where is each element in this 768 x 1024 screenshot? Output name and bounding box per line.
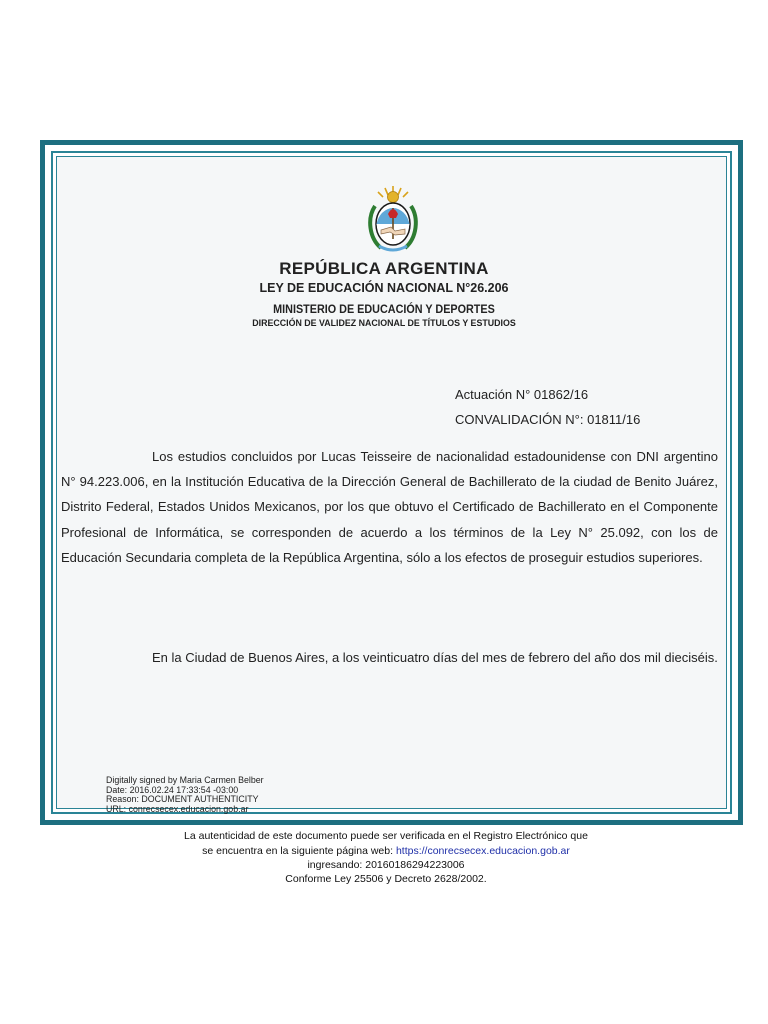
header-direction: DIRECCIÓN DE VALIDEZ NACIONAL DE TÍTULOS Y ESTUDIOS [252, 318, 516, 329]
convalidacion-number: CONVALIDACIÓN N°: 01811/16 [455, 412, 641, 427]
actuacion-number: Actuación N° 01862/16 [455, 387, 589, 402]
footer-line-2-text: se encuentra en la siguiente página web: [202, 845, 396, 857]
body-paragraph-1-text: Los estudios concluidos por Lucas Teisseire de nacionalidad estadounidense con DNI argentino N° 94.223.006, en la Institución Educativa de la Dirección General de Bachillerato de la ciudad de Benito Juárez, Distrito Federal, Estados Unidos Mexicanos, por los que obtuvo el Certificado de Bachillerato en el Componente Profesional de Informática, se corresponden de acuerdo a los términos de la Ley N° 25.092, con los de Educación Secundaria completa de la República Argentina, sólo a los efectos de proseguir estudios superiores. [61, 449, 718, 565]
body-paragraph-2-text: En la Ciudad de Buenos Aires, a los veinticuatro días del mes de febrero del año dos mil dieciséis. [152, 650, 718, 665]
footer-line-1: La autenticidad de este documento puede ser verificada en el Registro Electrónico que [184, 830, 588, 842]
footer-line-2 [0, 845, 768, 857]
signature-signed-by: Digitally signed by Maria Carmen Belber [106, 775, 264, 786]
body-paragraph-1 [61, 444, 718, 570]
header-title: REPÚBLICA ARGENTINA [279, 259, 489, 278]
argentina-coat-of-arms-icon [365, 184, 421, 258]
header-law: LEY DE EDUCACIÓN NACIONAL N°26.206 [259, 281, 509, 295]
header-ministry: MINISTERIO DE EDUCACIÓN Y DEPORTES [273, 302, 495, 316]
digital-signature [106, 776, 264, 814]
signature-reason: Reason: DOCUMENT AUTHENTICITY [106, 794, 259, 805]
body-paragraph-2 [61, 645, 718, 670]
verification-link[interactable]: https://conrecsecex.educacion.gob.ar [395, 845, 570, 857]
footer-line-4: Conforme Ley 25506 y Decreto 2628/2002. [285, 873, 487, 885]
signature-date: Date: 2016.02.24 17:33:54 -03:00 [106, 784, 239, 796]
signature-url: URL: conrecsecex.educacion.gob.ar [106, 803, 249, 815]
footer-line-3: ingresando: 20160186294223006 [307, 859, 465, 871]
